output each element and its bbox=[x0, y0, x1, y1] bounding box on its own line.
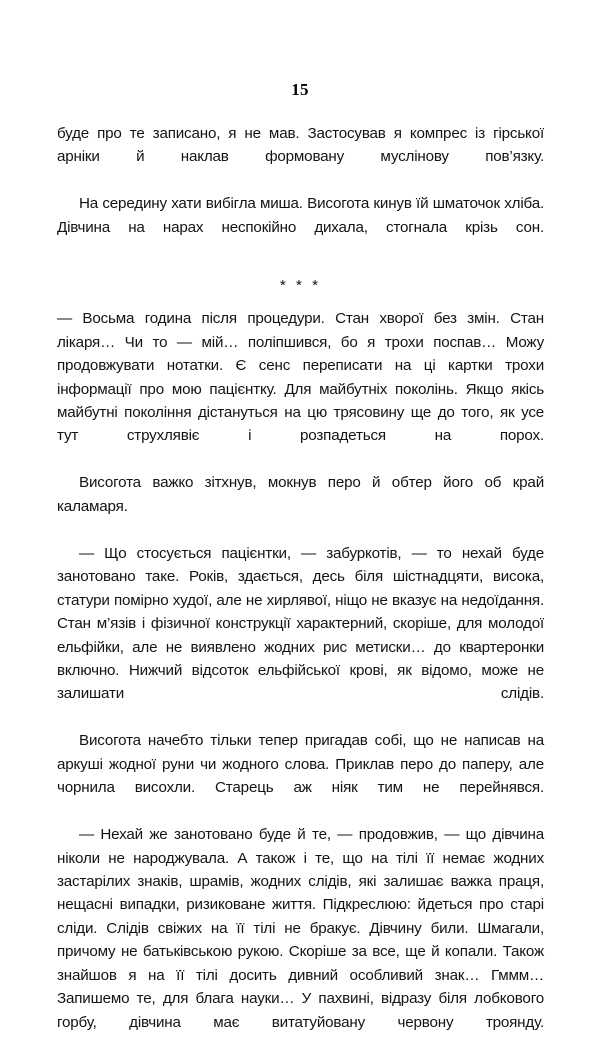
paragraph: Висогота начебто тільки тепер пригадав собі, що не написав на аркуші жодної руни чи жодного слова. Приклав перо до паперу, але чорнила висохли. Старець аж ніяк тим не перейнявся. bbox=[57, 732, 544, 797]
page-number: 15 bbox=[291, 80, 309, 99]
page-text-block bbox=[57, 122, 544, 1058]
paragraph: — Восьма година після процедури. Стан хворої без змін. Стан лікаря… Чи то — мій… поліпшився, бо я трохи поспав… Можу продовжувати нотатки. Є сенс переписати на ці картки трохи інформації про мою пацієнтку. Для майбутніх поколінь. Якщо якісь майбутні покоління дістануться на цю трясовину ще до того, як усе тут струхлявіє і розпадеться на порох. bbox=[57, 310, 544, 445]
scene-break-divider: * * * bbox=[279, 276, 322, 294]
paragraph: буде про те записано, я не мав. Застосував я компрес із гірської арніки й наклав формовану муслінову пов’язку. bbox=[57, 125, 544, 166]
paragraph: — Нехай же занотовано буде й те, — продовжив, — що дівчина ніколи не народжувала. А також і те, що на тілі її немає жодних застарілих знаків, шрамів, жодних слідів, які залишає важка праця, нещасні випадки, ризиковане життя. Підкреслюю: йдеться про старі сліди. Слідів свіжих на її тілі не бракує. Дівчину били. Шмагали, причому не батьківською рукою. Скоріше за все, ще й копали. Також знайшов я на її тілі досить дивний особливий знак… Гммм… Запишемо те, для блага науки… У пахвині, відразу біля лобкового горбу, дівчина має витатуйовану червону троянду. bbox=[57, 826, 544, 1031]
spacer bbox=[57, 263, 544, 274]
paragraph: — Що стосується пацієнтки, — забуркотів, — то нехай буде занотовано таке. Років, здається, десь біля шістнадцяти, висока, статури помірно худої, але не хирлявої, ніщо не вказує на недоїдання. Стан м’язів і фізичної конструкції характерний, скоріше, для молодої ельфійки, але не виявлено жодних рис метиски… до квартеронки включно. Нижчий відсоток ельфійської крові, як відомо, може не залишати слідів. bbox=[57, 544, 544, 703]
spacer bbox=[57, 297, 544, 307]
paragraph: Висогота важко зітхнув, мокнув перо й обтер його об край каламаря. bbox=[57, 474, 544, 515]
paragraph: На середину хати вибігла миша. Висогота кинув їй шматочок хліба. Дівчина на нарах неспокійно дихала, стогнала крізь сон. bbox=[57, 195, 544, 236]
